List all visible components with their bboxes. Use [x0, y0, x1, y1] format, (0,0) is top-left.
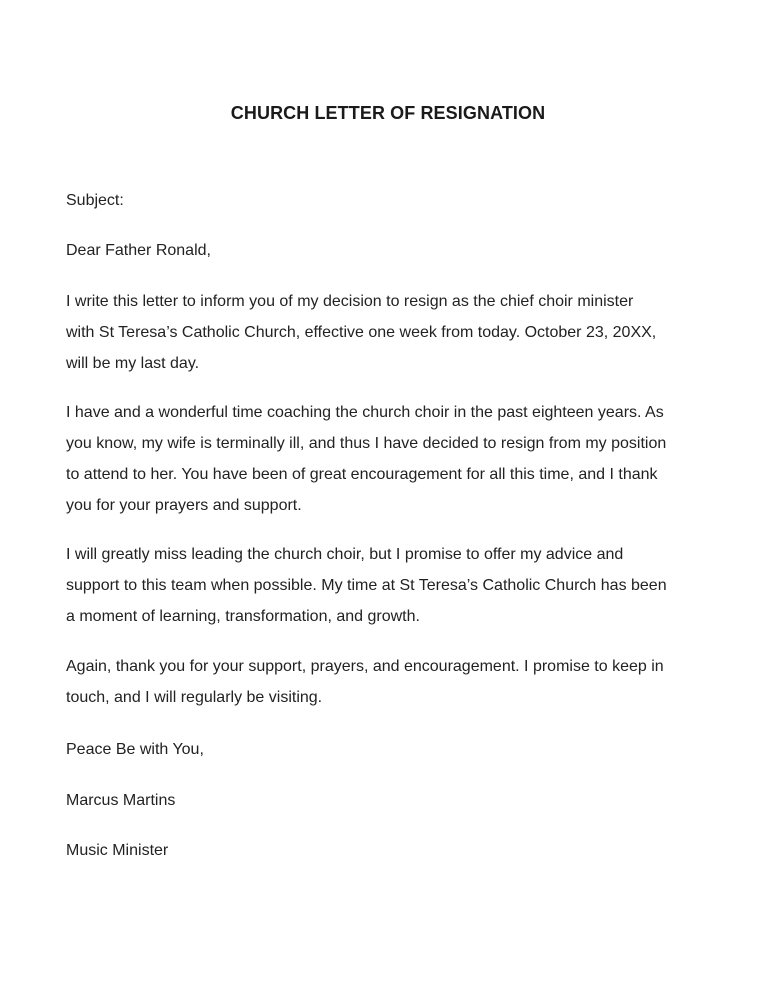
body-paragraph-2 — [66, 397, 726, 521]
signer-title: Music Minister — [66, 842, 169, 859]
paragraph-line: touch, and I will regularly be visiting. — [66, 689, 323, 706]
paragraph-line: to attend to her. You have been of great encouragement for all this time, and I thank — [66, 466, 658, 483]
paragraph-line: I write this letter to inform you of my decision to resign as the chief choir minister — [66, 293, 634, 310]
paragraph-line: I will greatly miss leading the church choir, but I promise to offer my advice and — [66, 546, 624, 563]
document-title: CHURCH LETTER OF RESIGNATION — [230, 103, 546, 123]
body-paragraph-1 — [66, 286, 726, 379]
paragraph-line: Again, thank you for your support, prayers, and encouragement. I promise to keep in — [66, 658, 664, 675]
subject-label: Subject: — [66, 192, 124, 209]
body-paragraph-4 — [66, 651, 726, 713]
paragraph-line: with St Teresa’s Catholic Church, effective one week from today. October 23, 20XX, — [66, 324, 657, 341]
paragraph-line: you for your prayers and support. — [66, 497, 302, 514]
paragraph-line: support to this team when possible. My time at St Teresa’s Catholic Church has been — [66, 577, 667, 594]
paragraph-line: I have and a wonderful time coaching the church choir in the past eighteen years. As — [66, 404, 664, 421]
signer-name: Marcus Martins — [66, 792, 176, 809]
salutation: Dear Father Ronald, — [66, 242, 211, 259]
closing: Peace Be with You, — [66, 741, 204, 758]
paragraph-line: you know, my wife is terminally ill, and thus I have decided to resign from my position — [66, 435, 667, 452]
paragraph-line: a moment of learning, transformation, and growth. — [66, 608, 420, 625]
paragraph-line: will be my last day. — [66, 355, 200, 372]
body-paragraph-3 — [66, 539, 726, 632]
